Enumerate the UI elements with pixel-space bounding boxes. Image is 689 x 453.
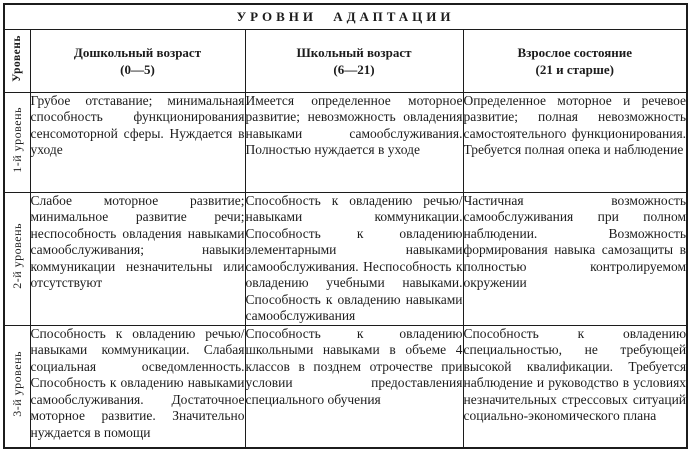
table-row-level-2 [4, 192, 687, 325]
level-3-school-cell: Способность к овладению школьными навыками в объеме 4 классов в позднем отрочестве при условии предоставления специального обучения [245, 325, 463, 448]
column-header-preschool-range: (0—5) [120, 61, 155, 77]
level-1-preschool-cell: Грубое отставание; минимальная способность функционирования сенсомоторной сферы. Нуждается в уходе [30, 92, 245, 192]
column-header-adult-title: Взрослое состояние [517, 44, 633, 60]
level-3-label: 3-й уровень [9, 350, 24, 417]
level-3-label-cell [4, 325, 30, 448]
table-row-level-1 [4, 92, 687, 192]
level-2-school-cell: Способность к овладению речью/навыками коммуникации. Способность к овладению элементарными навыками самообслуживания. Неспособность к овладению учебными навыками. Способность к овладению навыками самообслуживания [245, 192, 463, 323]
column-header-school-range: (6—21) [333, 61, 375, 77]
level-2-label: 2-й уровень [9, 223, 24, 289]
column-header-preschool [30, 29, 245, 92]
level-3-adult-cell: Способность к овладению специальностью, не требующей высокой квалификации. Требуется наблюдение и руководство в условиях незначительных стрессовых ситуаций социально-экономического плана [463, 325, 687, 448]
level-1-label-cell [4, 92, 30, 192]
adaptation-levels-table [3, 3, 688, 449]
column-header-school [245, 29, 463, 92]
table-title-row [4, 4, 687, 29]
level-2-adult-cell: Частичная возможность самообслуживания при полном наблюдении. Возможность формирования навыка самозащиты в полностью контролируемом окружении [463, 192, 687, 325]
column-header-adult [463, 29, 687, 92]
level-1-adult-cell: Определенное моторное и речевое развитие; полная невозможность самостоятельного функционирования. Требуется полная опека и наблюдение [463, 92, 687, 192]
column-header-preschool-title: Дошкольный возраст [73, 44, 202, 60]
level-2-preschool-cell: Слабое моторное развитие; минимальное развитие речи; неспособность овладения навыками самообслуживания; навыки коммуникации незначительны или отсутствуют [30, 192, 245, 325]
table-row-level-3 [4, 325, 687, 448]
table-header-row [4, 29, 687, 92]
level-header-label: Уровень [10, 35, 23, 82]
column-header-level [4, 29, 30, 92]
level-1-school-cell: Имеется определенное моторное развитие; невозможность овладения навыками самообслуживания. Полностью нуждается в уходе [245, 92, 463, 192]
level-3-preschool-cell: Способность к овладению речью/навыками коммуникации. Слабая социальная осведомленность. Способность к овладению навыками самообслуживания. Достаточное моторное развитие. Значительно нуждается в помощи [30, 325, 245, 448]
column-header-school-title: Школьный возраст [296, 44, 412, 60]
level-2-label-cell [4, 192, 30, 325]
level-1-label: 1-й уровень [9, 106, 24, 173]
column-header-adult-range: (21 и старше) [535, 61, 614, 77]
table-title: УРОВНИ АДАПТАЦИИ [4, 4, 687, 29]
